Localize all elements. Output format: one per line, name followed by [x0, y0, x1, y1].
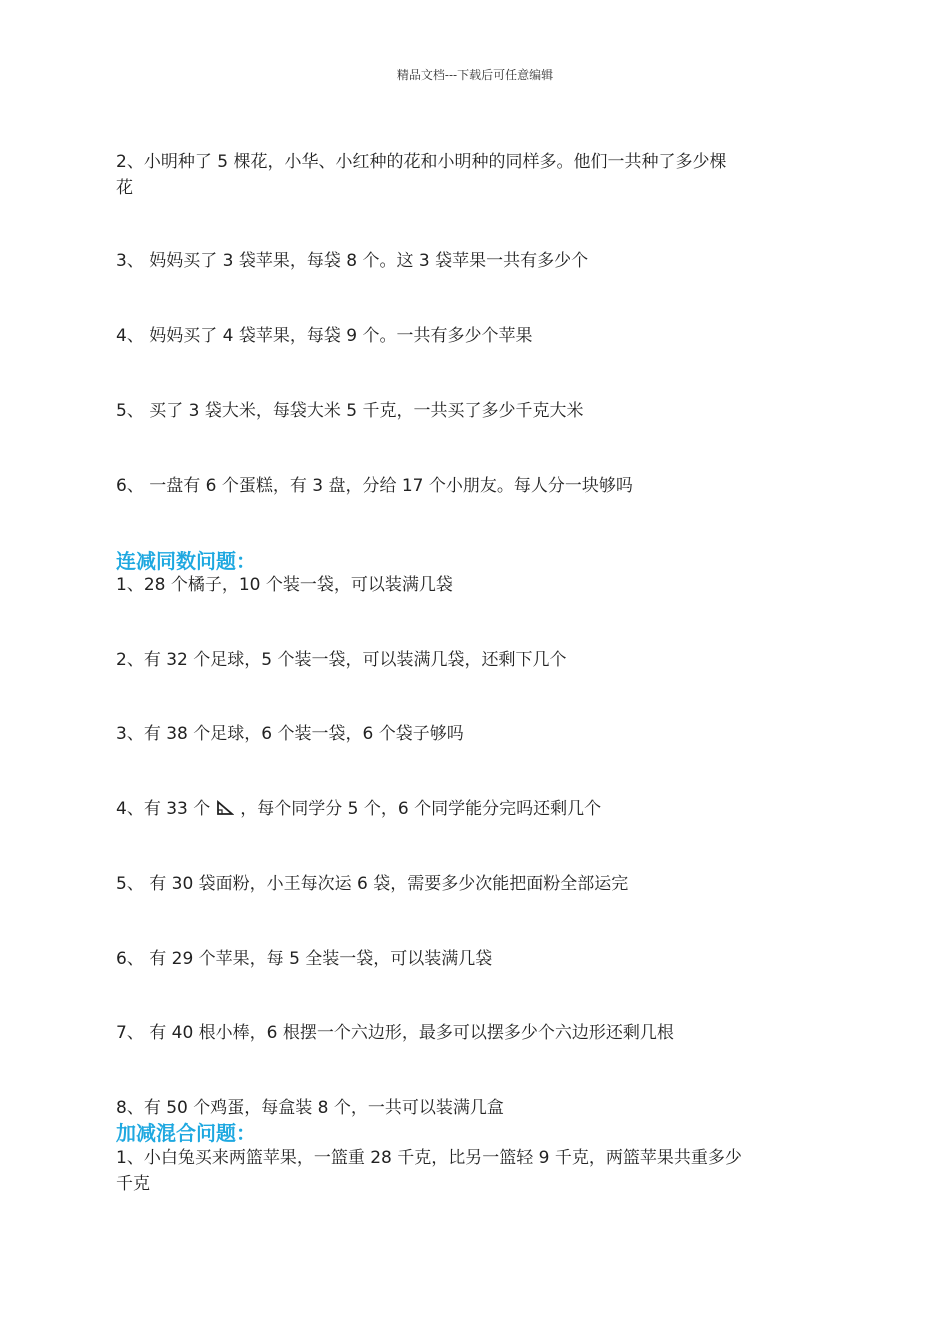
question-1-2-line-1: 2、小明种了 5 棵花，小华、小红种的花和小明种的同样多。他们一共种了多少棵 — [116, 152, 727, 172]
question-2-4-before: 4、有 33 个 — [116, 799, 211, 819]
question-2-4 — [116, 797, 816, 821]
question-3-1-line-2: 千克 — [116, 1174, 150, 1194]
question-2-1: 1、28 个橘子，10 个装一袋，可以装满几袋 — [116, 575, 453, 595]
section-heading-mixed: 加减混合问题： — [116, 1121, 256, 1145]
question-3-1-line-1: 1、小白兔买来两篮苹果，一篮重 28 千克，比另一篮轻 9 千克，两篮苹果共重多少 — [116, 1148, 742, 1168]
question-1-3: 3、 妈妈买了 3 袋苹果，每袋 8 个。这 3 袋苹果一共有多少个 — [116, 251, 589, 271]
section-heading-subtraction: 连减同数问题： — [116, 549, 256, 573]
question-1-6: 6、 一盘有 6 个蛋糕，有 3 盘，分给 17 个小朋友。每人分一块够吗 — [116, 476, 633, 496]
question-2-4-after: ，每个同学分 5 个，6 个同学能分完吗还剩几个 — [240, 799, 602, 819]
question-1-2-line-2: 花 — [116, 178, 133, 198]
question-2-6: 6、 有 29 个苹果，每 5 全装一袋，可以装满几袋 — [116, 949, 493, 969]
question-2-3: 3、有 38 个足球，6 个装一袋，6 个袋子够吗 — [116, 724, 464, 744]
page-header: 精品文档---下载后可任意编辑 — [396, 68, 554, 82]
question-2-2: 2、有 32 个足球，5 个装一袋，可以装满几袋，还剩下几个 — [116, 650, 567, 670]
question-2-8: 8、有 50 个鸡蛋，每盒装 8 个，一共可以装满几盒 — [116, 1098, 504, 1118]
question-2-7: 7、 有 40 根小棒，6 根摆一个六边形，最多可以摆多少个六边形还剩几根 — [116, 1023, 674, 1043]
question-2-5: 5、 有 30 袋面粉，小王每次运 6 袋，需要多少次能把面粉全部运完 — [116, 874, 629, 894]
question-1-4: 4、 妈妈买了 4 袋苹果，每袋 9 个。一共有多少个苹果 — [116, 326, 533, 346]
triangle-ruler-icon — [216, 799, 234, 815]
question-1-5: 5、 买了 3 袋大米，每袋大米 5 千克，一共买了多少千克大米 — [116, 401, 584, 421]
